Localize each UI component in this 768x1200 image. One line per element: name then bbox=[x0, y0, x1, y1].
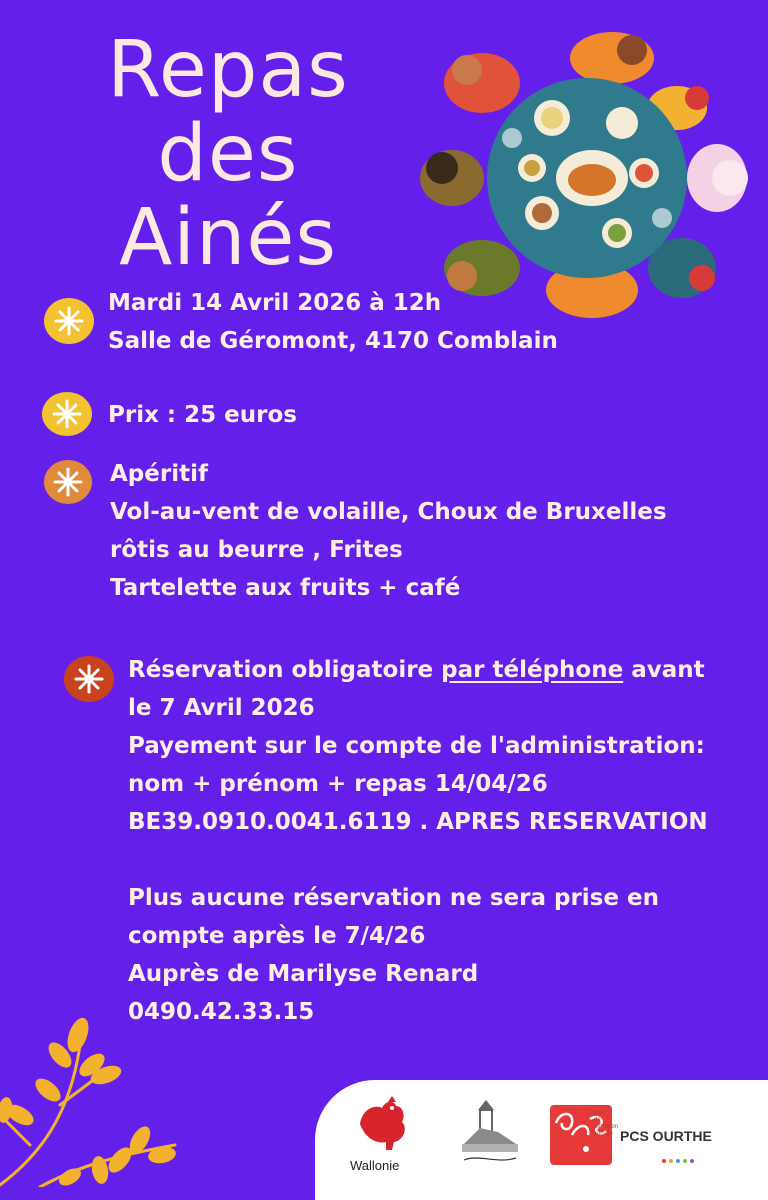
title-line-3: Ainés bbox=[118, 193, 338, 283]
price-line: Prix : 25 euros bbox=[108, 402, 297, 428]
bank-account: BE39.0910.0041.6119 . APRES RESERVATION bbox=[128, 809, 708, 835]
event-info bbox=[108, 284, 558, 360]
pcs-ourthe-label: PCS OURTHE bbox=[620, 1128, 712, 1144]
reservation-info bbox=[128, 651, 708, 1031]
menu-line: Tartelette aux fruits + café bbox=[110, 575, 461, 601]
pcs-color-dots bbox=[662, 1148, 694, 1167]
reservation-line-1 bbox=[128, 651, 708, 689]
title-line-1: Repas bbox=[107, 25, 349, 115]
reservation-text: Réservation obligatoire bbox=[128, 657, 442, 683]
event-date: Mardi 14 Avril 2026 à 12h bbox=[108, 290, 442, 316]
contact-name: Auprès de Marilyse Renard bbox=[128, 961, 479, 987]
price-info bbox=[108, 396, 297, 434]
phone-link[interactable]: par téléphone bbox=[441, 657, 624, 683]
pcs-caption: plan de cohésion sociale bbox=[594, 1110, 619, 1137]
reservation-deadline: le 7 Avril 2026 bbox=[128, 695, 315, 721]
late-notice-date: compte après le 7/4/26 bbox=[128, 923, 426, 949]
sparkle-icon bbox=[64, 656, 114, 702]
table-illustration bbox=[412, 28, 748, 320]
menu-info bbox=[110, 455, 667, 607]
sparkle-icon bbox=[44, 460, 92, 504]
rooster-icon bbox=[352, 1094, 410, 1152]
title-line-2: des bbox=[157, 109, 299, 199]
branch-decoration bbox=[0, 1015, 180, 1187]
sparkle-icon bbox=[42, 392, 92, 436]
payment-reference: nom + prénom + repas 14/04/26 bbox=[128, 771, 548, 797]
reservation-text: avant bbox=[623, 657, 705, 683]
payment-line: Payement sur le compte de l'administration: bbox=[128, 733, 705, 759]
contact-phone: 0490.42.33.15 bbox=[128, 999, 315, 1025]
event-place: Salle de Géromont, 4170 Comblain bbox=[108, 328, 558, 354]
menu-line: rôtis au beurre , Frites bbox=[110, 537, 403, 563]
menu-line: Vol-au-vent de volaille, Choux de Bruxelles bbox=[110, 499, 667, 525]
sparkle-icon bbox=[44, 298, 94, 344]
tower-icon bbox=[458, 1098, 522, 1168]
late-notice: Plus aucune réservation ne sera prise en bbox=[128, 885, 659, 911]
wallonie-label: Wallonie bbox=[350, 1158, 400, 1173]
menu-line: Apéritif bbox=[110, 461, 208, 487]
page-title bbox=[78, 25, 378, 283]
